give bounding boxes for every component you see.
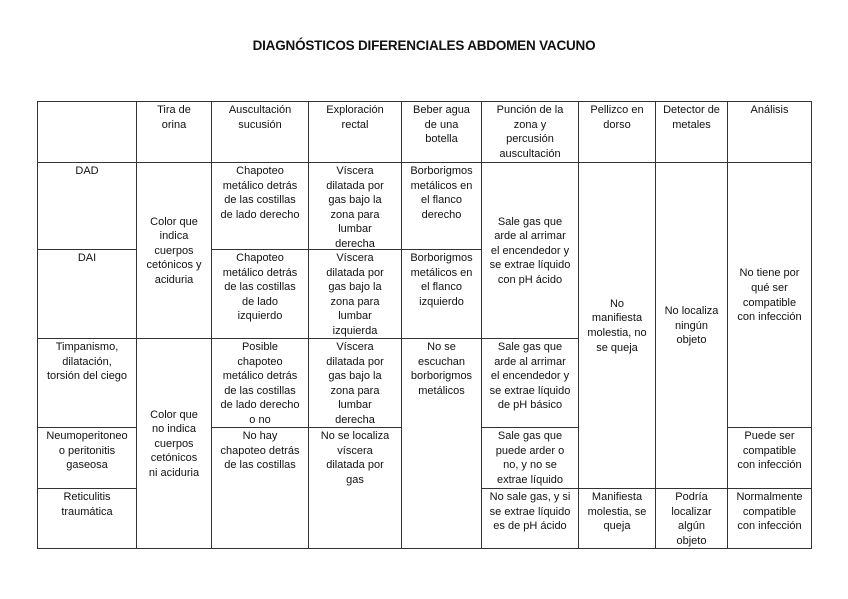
cell-pellizco-retic: Manifiesta molestia, se queja [579, 489, 656, 549]
document-title: DIAGNÓSTICOS DIFERENCIALES ABDOMEN VACUNO [252, 38, 596, 53]
cell-expl-dai: Víscera dilatada por gas bajo la zona para lumbar izquierda [309, 250, 402, 339]
header-detector: Detector de metales [656, 102, 728, 163]
row-label-neumoperitoneo: Neumoperitoneo o peritonitis gaseosa [38, 428, 137, 489]
cell-tira-others: Color que no indica cuerpos cetónicos ni aciduria [137, 339, 212, 549]
cell-tira-dad-dai: Color que indica cuerpos cetónicos y aciduria [137, 163, 212, 339]
cell-puncion-neumo: Sale gas que puede arder o no, y no se extrae líquido [482, 428, 579, 489]
cell-puncion-retic: No sale gas, y si se extrae líquido es de pH ácido [482, 489, 579, 549]
cell-ausc-dai: Chapoteo metálico detrás de las costillas de lado izquierdo [212, 250, 309, 339]
header-tira-orina: Tira de orina [137, 102, 212, 163]
cell-analisis-retic: Normalmente compatible con infección [728, 489, 812, 549]
cell-ausc-neumo-retic: No hay chapoteo detrás de las costillas [212, 428, 309, 549]
header-empty [38, 102, 137, 163]
cell-puncion-dad-dai: Sale gas que arde al arrimar el encendedor y se extrae líquido con pH ácido [482, 163, 579, 339]
cell-expl-neumo-retic: No se localiza víscera dilatada por gas [309, 428, 402, 549]
row-label-timpanismo: Timpanismo, dilatación, torsión del ciego [38, 339, 137, 428]
header-analisis: Análisis [728, 102, 812, 163]
cell-beber-dai: Borborigmos metálicos en el flanco izquierdo [402, 250, 482, 339]
cell-analisis-main: No tiene por qué ser compatible con infección [728, 163, 812, 428]
cell-beber-others: No se escuchan borborigmos metálicos [402, 339, 482, 549]
differential-diagnosis-table [37, 101, 812, 549]
cell-detector-main: No localiza ningún objeto [656, 163, 728, 489]
cell-expl-timp: Víscera dilatada por gas bajo la zona para lumbar derecha [309, 339, 402, 428]
row-label-reticulitis: Reticulitis traumática [38, 489, 137, 549]
cell-pellizco-main: No manifiesta molestia, no se queja [579, 163, 656, 489]
cell-expl-dad: Víscera dilatada por gas bajo la zona para lumbar derecha [309, 163, 402, 250]
cell-detector-retic: Podría localizar algún objeto [656, 489, 728, 549]
cell-ausc-timp: Posible chapoteo metálico detrás de las costillas de lado derecho o no [212, 339, 309, 428]
header-puncion: Punción de la zona y percusión auscultación [482, 102, 579, 163]
cell-analisis-neumo: Puede ser compatible con infección [728, 428, 812, 489]
header-pellizco: Pellizco en dorso [579, 102, 656, 163]
cell-beber-dad: Borborigmos metálicos en el flanco derecho [402, 163, 482, 250]
cell-puncion-timp: Sale gas que arde al arrimar el encendedor y se extrae líquido de pH básico [482, 339, 579, 428]
row-label-dai: DAI [38, 250, 137, 339]
header-beber-agua: Beber agua de una botella [402, 102, 482, 163]
header-auscultacion: Auscultación sucusión [212, 102, 309, 163]
cell-ausc-dad: Chapoteo metálico detrás de las costillas de lado derecho [212, 163, 309, 250]
header-exploracion: Exploración rectal [309, 102, 402, 163]
row-label-dad: DAD [38, 163, 137, 250]
